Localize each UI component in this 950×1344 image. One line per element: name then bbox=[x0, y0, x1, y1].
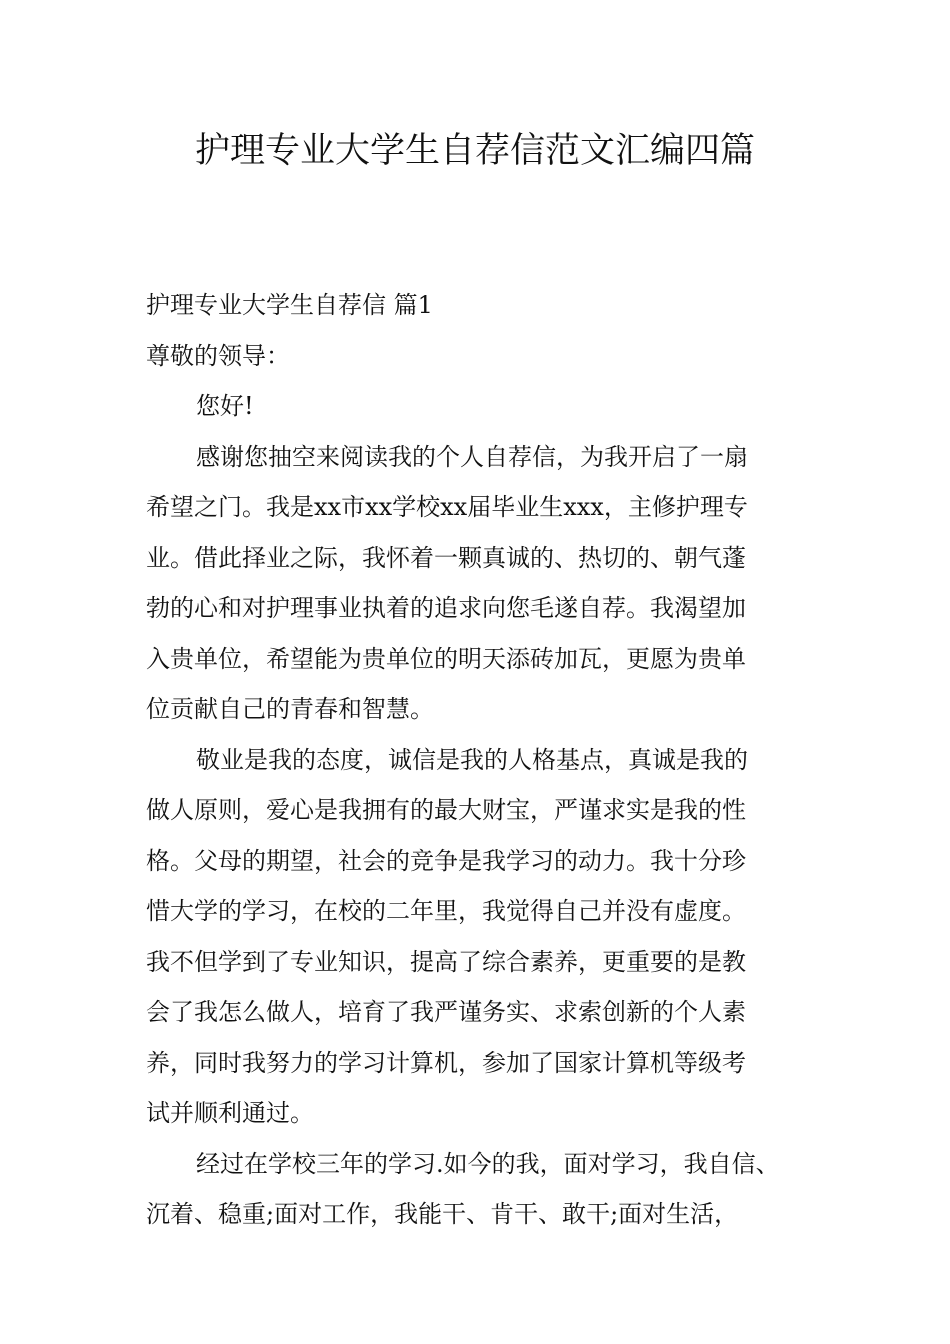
greeting: 您好! bbox=[196, 392, 254, 420]
text-line: 惜大学的学习，在校的二年里，我觉得自己并没有虚度。 bbox=[146, 897, 746, 925]
text-line: 经过在学校三年的学习.如今的我，面对学习，我自信、 bbox=[196, 1149, 780, 1178]
text-line: 入贵单位，希望能为贵单位的明天添砖加瓦，更愿为贵单 bbox=[146, 644, 746, 673]
letter-paragraphs bbox=[146, 432, 836, 1240]
document-title: 护理专业大学生自荐信范文汇编四篇 bbox=[194, 131, 755, 171]
text-line: 养，同时我努力的学习计算机，参加了国家计算机等级考 bbox=[146, 1048, 746, 1077]
text-line: 试并顺利通过。 bbox=[146, 1099, 314, 1127]
section-heading: 护理专业大学生自荐信 篇1 bbox=[146, 291, 433, 319]
text-line: 感谢您抽空来阅读我的个人自荐信，为我开启了一扇 bbox=[196, 442, 748, 471]
text-line: 位贡献自己的青春和智慧。 bbox=[146, 695, 434, 723]
text-line: 希望之门。我是xx市xx学校xx届毕业生xxx，主修护理专 bbox=[146, 493, 748, 521]
text-line: 格。父母的期望，社会的竞争是我学习的动力。我十分珍 bbox=[146, 846, 746, 875]
text-line: 沉着、稳重;面对工作，我能干、肯干、敢干;面对生活， bbox=[146, 1200, 739, 1228]
text-line: 勃的心和对护理事业执着的追求向您毛遂自荐。我渴望加 bbox=[146, 594, 746, 622]
text-line: 做人原则，爱心是我拥有的最大财宝，严谨求实是我的性 bbox=[146, 796, 746, 824]
document-body bbox=[146, 280, 836, 1240]
salutation: 尊敬的领导： bbox=[146, 341, 290, 370]
text-line: 业。借此择业之际，我怀着一颗真诚的、热切的、朝气蓬 bbox=[146, 543, 746, 572]
text-line: 会了我怎么做人，培育了我严谨务实、求索创新的个人素 bbox=[146, 998, 746, 1026]
text-line: 我不但学到了专业知识，提高了综合素养，更重要的是教 bbox=[146, 947, 746, 976]
text-line: 敬业是我的态度，诚信是我的人格基点，真诚是我的 bbox=[196, 745, 748, 774]
